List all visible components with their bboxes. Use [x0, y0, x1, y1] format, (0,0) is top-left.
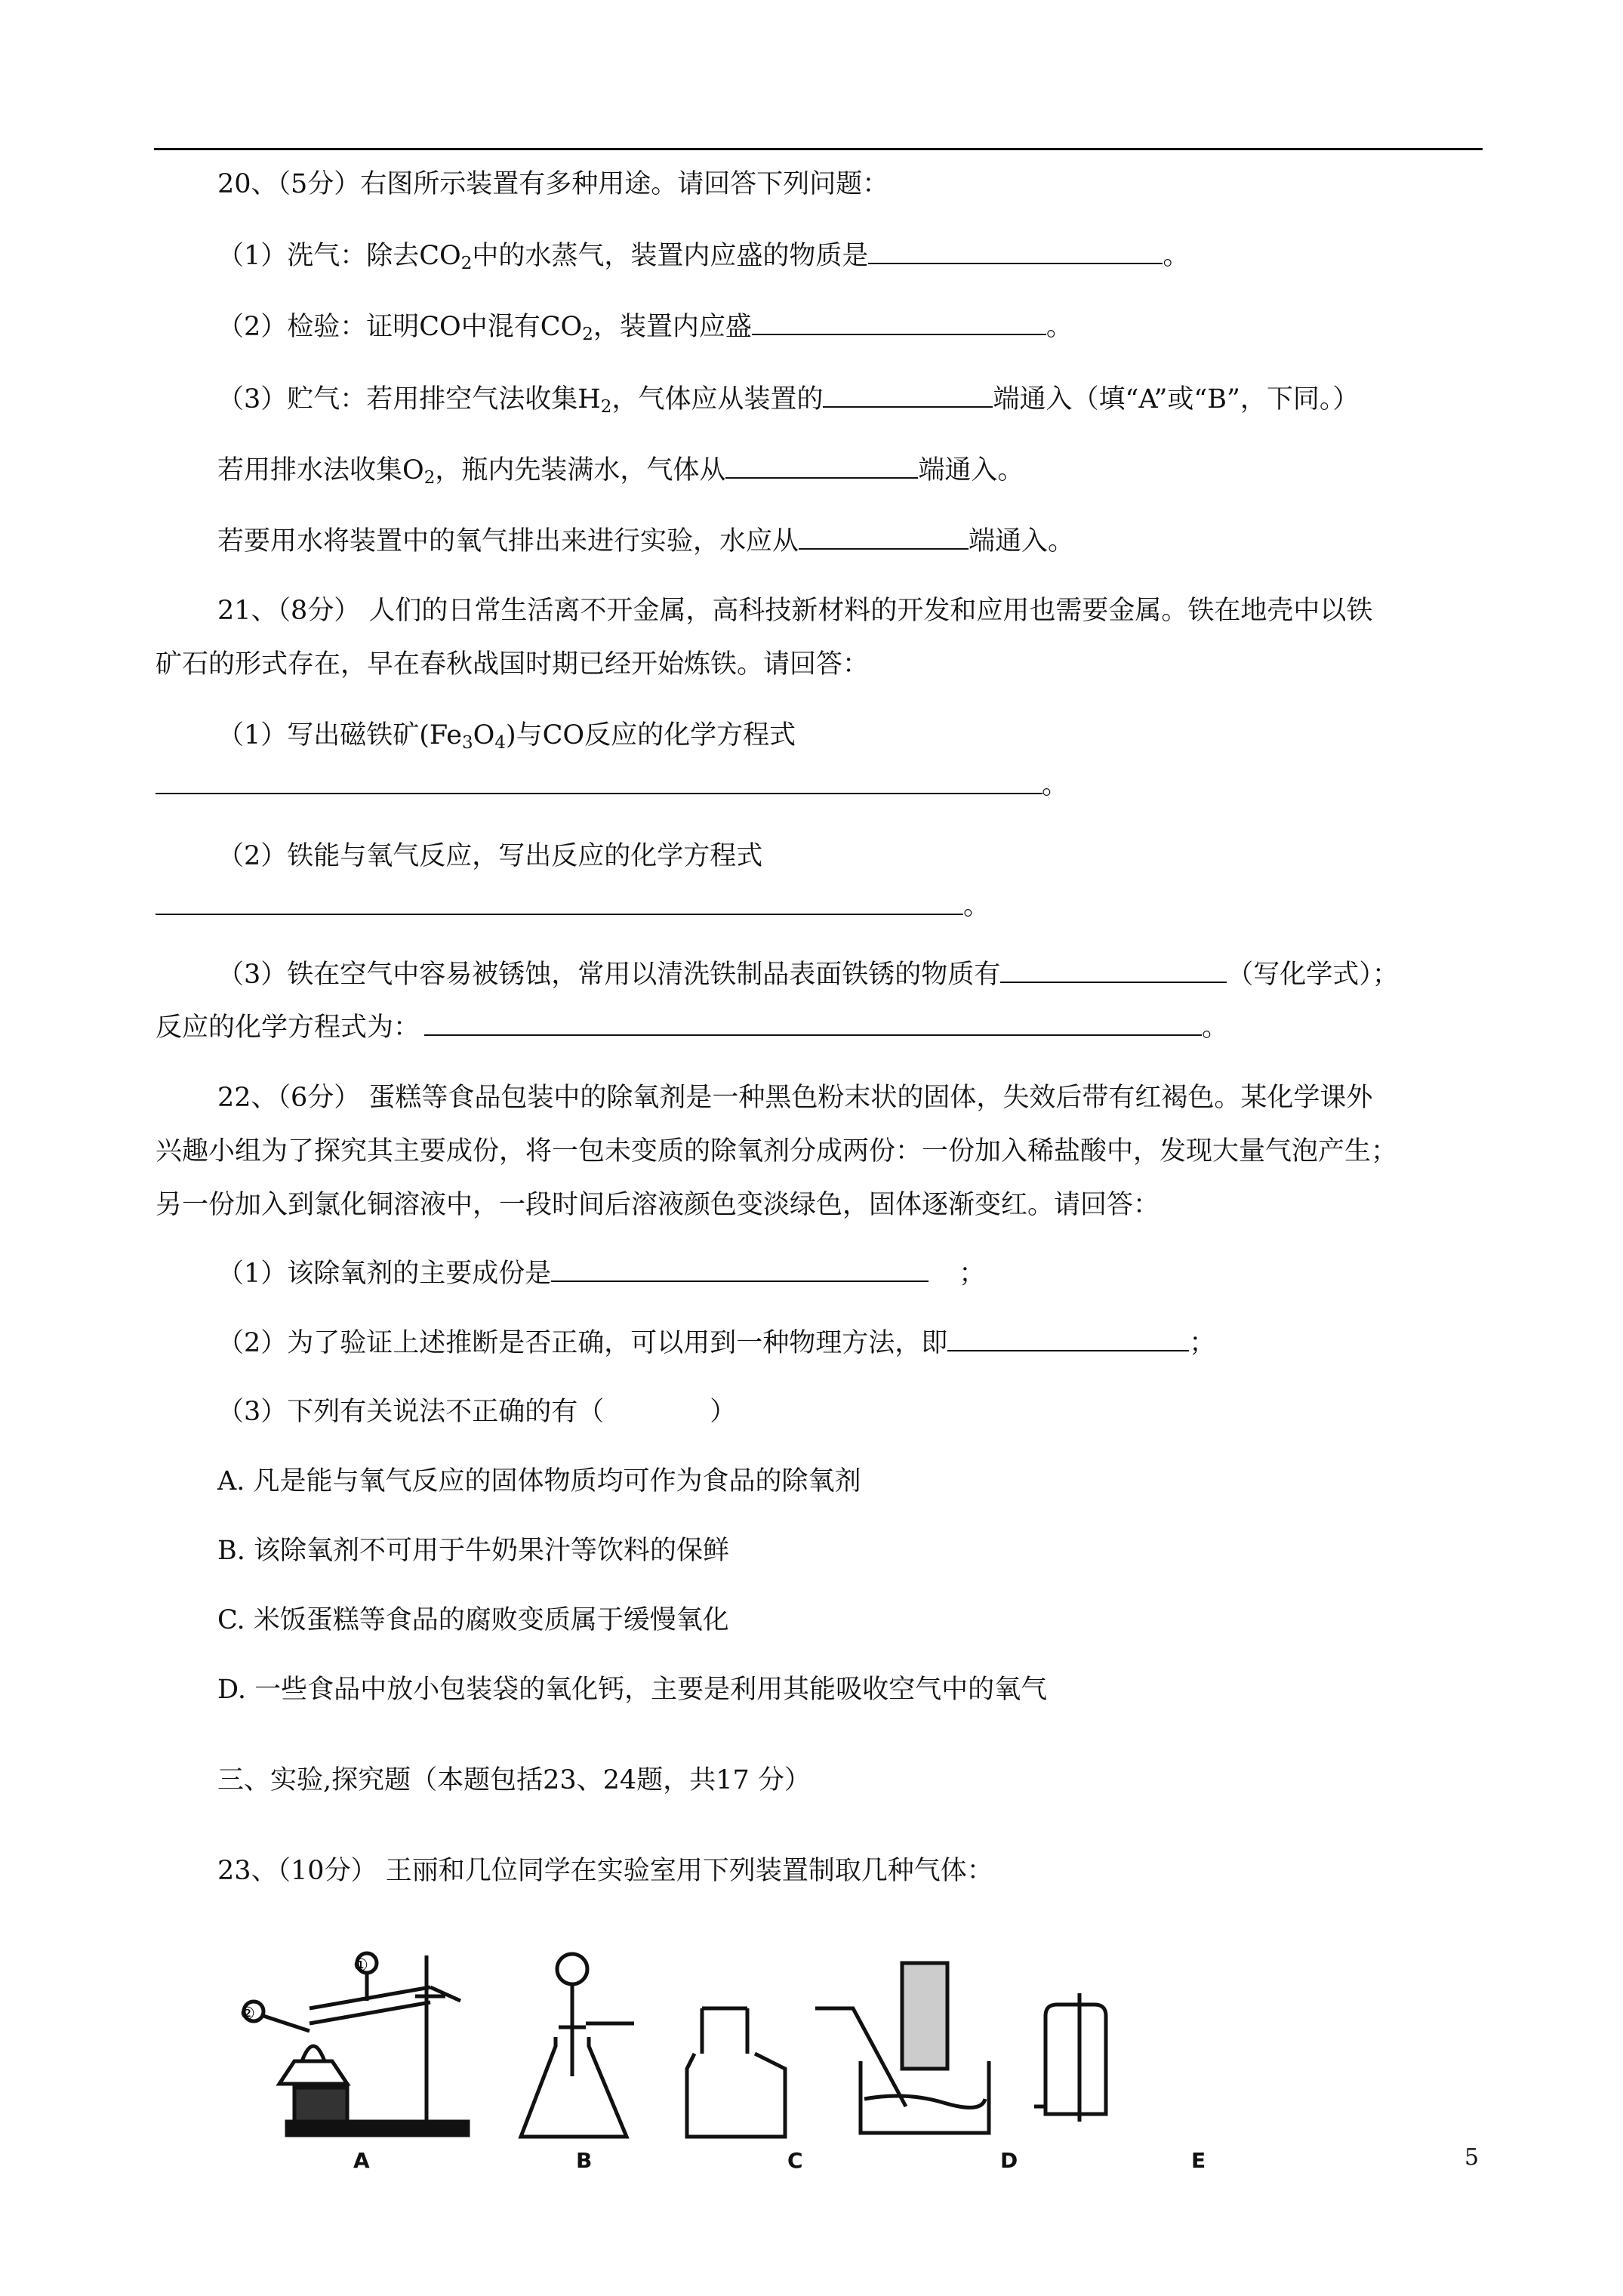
section-three-heading: 三、实验,探究题（本题包括23、24题，共17 分） — [217, 1765, 811, 1795]
answer-blank[interactable] — [551, 1256, 929, 1282]
label-a: A — [353, 2148, 370, 2173]
answer-blank[interactable] — [424, 1010, 1202, 1036]
period: 。 — [963, 891, 990, 921]
label-c: C — [787, 2148, 803, 2173]
q21-heading: 21、（8分） 人们的日常生活离不开金属，高科技新材料的开发和应用也需要金属。铁在地壳中以铁 — [217, 596, 1373, 626]
label-d: D — [1000, 2148, 1018, 2173]
q22-option-d: D. 一些食品中放小包装袋的氧化钙，主要是利用其能吸收空气中的氧气 — [217, 1675, 1048, 1705]
apparatus-b-drawing — [521, 1954, 634, 2137]
q22-part2: （2）为了验证上述推断是否正确，可以用到一种物理方法，即 ； — [217, 1326, 1215, 1360]
period: 。 — [1042, 770, 1069, 800]
answer-blank[interactable] — [868, 239, 1163, 264]
q22-part1: （1）该除氧剂的主要成份是 ； — [217, 1256, 985, 1290]
answer-line[interactable] — [156, 914, 963, 915]
q20-part3: （3）贮气：若用排空气法收集$H_2$，气体应从装置的 端通入（填“A”或“B”，下同。） — [217, 382, 1359, 424]
answer-blank[interactable] — [1000, 957, 1227, 983]
q21-part3-cont: 反应的化学方程式为： 。 — [156, 1010, 1228, 1044]
q20-heading: 20、（5分）右图所示装置有多种用途。请回答下列问题： — [217, 169, 889, 199]
q22-heading-cont: 兴趣小组为了探究其主要成份，将一包未变质的除氧剂分成两份：一份加入稀盐酸中，发现大量气泡产生； — [156, 1136, 1398, 1166]
q22-part3: （3）下列有关说法不正确的有（ ） — [217, 1397, 737, 1427]
q22-heading: 22、（6分） 蛋糕等食品包装中的除氧剂是一种黑色粉末状的固体，失效后带有红褐色。某化学课外 — [217, 1083, 1373, 1113]
q21-part3: （3）铁在空气中容易被锈蚀，常用以清洗铁制品表面铁锈的物质有 （写化学式）； — [217, 957, 1399, 991]
q20-part5: 若要用水将装置中的氧气排出来进行实验，水应从 端通入。 — [217, 524, 1074, 558]
label-b: B — [576, 2148, 593, 2173]
apparatus-a-drawing — [244, 1953, 468, 2135]
q21-heading-cont: 矿石的形式存在，早在春秋战国时期已经开始炼铁。请回答： — [156, 649, 870, 680]
q22-option-a: A. 凡是能与氧气反应的固体物质均可作为食品的除氧剂 — [217, 1466, 861, 1496]
q20-part4: 若用排水法收集$O_2$，瓶内先装满水，气体从 端通入。 — [217, 453, 1024, 495]
answer-blank[interactable] — [947, 1326, 1189, 1351]
answer-blank[interactable] — [823, 382, 993, 408]
q20-part2: （2）检验：证明CO中混有$CO_2$，装置内应盛 。 — [217, 310, 1073, 351]
q20-part1: （1）洗气：除去$CO_2$中的水蒸气，装置内应盛的物质是 。 — [217, 239, 1189, 280]
q21-part2: （2）铁能与氧气反应，写出反应的化学方程式 — [217, 841, 763, 871]
page-number: 5 — [1464, 2144, 1480, 2171]
apparatus-e-drawing — [1034, 1993, 1106, 2122]
answer-blank[interactable] — [725, 453, 918, 479]
q22-heading-cont2: 另一份加入到氯化铜溶液中，一段时间后溶液颜色变淡绿色，固体逐渐变红。请回答： — [156, 1190, 1160, 1220]
q22-option-b: B. 该除氧剂不可用于牛奶果汁等饮料的保鲜 — [217, 1536, 729, 1566]
mark-one: ① — [353, 1956, 368, 1975]
apparatus-d-drawing — [815, 1963, 989, 2133]
answer-blank[interactable] — [752, 310, 1046, 335]
mark-two: ② — [240, 2005, 255, 2023]
q23-heading: 23、（10分） 王丽和几位同学在实验室用下列装置制取几种气体： — [217, 1856, 993, 1886]
answer-line[interactable] — [156, 793, 1042, 794]
header-rule — [154, 148, 1483, 150]
apparatus-c-drawing — [687, 2008, 785, 2137]
apparatus-figure — [226, 1948, 1298, 2174]
q22-option-c: C. 米饭蛋糕等食品的腐败变质属于缓慢氧化 — [217, 1605, 729, 1635]
q21-part1: （1）写出磁铁矿$(Fe_3O_4)$与CO反应的化学方程式 — [217, 720, 796, 753]
label-e: E — [1191, 2148, 1206, 2173]
answer-blank[interactable] — [799, 524, 969, 550]
